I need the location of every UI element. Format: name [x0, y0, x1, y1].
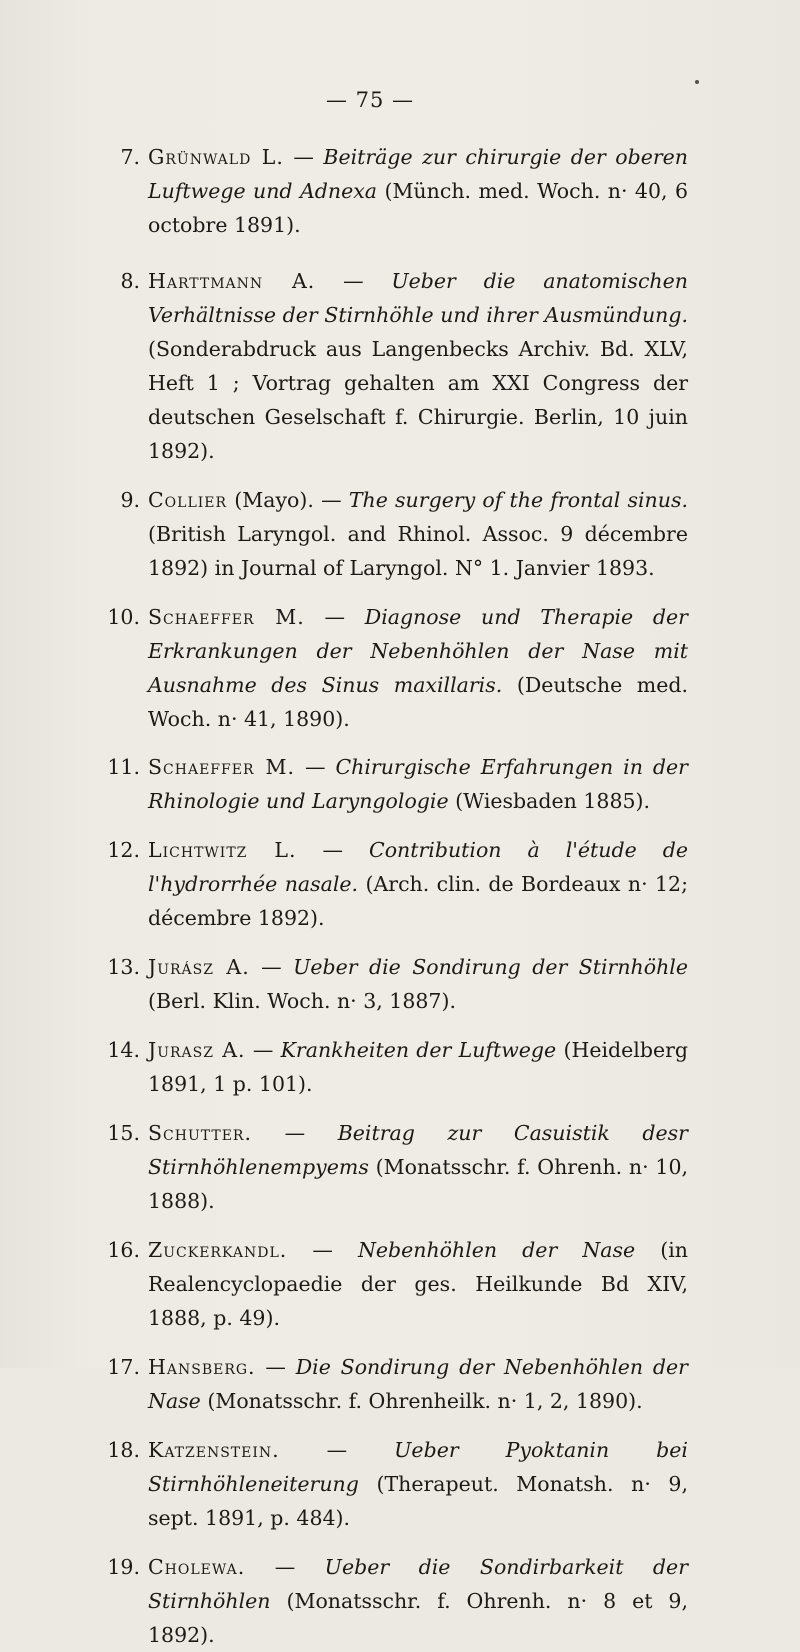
reference-number: 10. [107, 605, 140, 629]
reference-text [148, 600, 688, 736]
reference-source: (Heidelberg 1891, 1 p. 101). [148, 1038, 688, 1096]
reference-item [76, 1116, 688, 1218]
reference-separator: — [249, 955, 294, 979]
reference-item [76, 600, 688, 736]
reference-title: Die Sondirung der Nebenhöhlen der Nase [148, 1355, 688, 1413]
reference-author: Harttmann A. [148, 269, 316, 293]
reference-author: Schaeffer M. [148, 605, 305, 629]
reference-source: (Sonderabdruck aus Langenbecks Archiv. Bd. XLV, Heft 1 ; Vortrag gehalten am XXI Congress der deutschen Geselschaft f. Chirurgie. Berlin, 10 juin 1892). [148, 337, 688, 463]
reference-author: Hansberg. [148, 1355, 256, 1379]
reference-separator: — [283, 145, 324, 169]
reference-item [76, 1233, 688, 1335]
reference-separator: — [251, 1121, 338, 1145]
reference-list [76, 140, 688, 1652]
reference-source: (Arch. clin. de Bordeaux n· 12; décembre 1892). [148, 872, 688, 930]
reference-text [148, 950, 688, 1018]
reference-item [76, 1433, 688, 1535]
reference-author: Schutter. [148, 1121, 252, 1145]
reference-author: Jurasz A. [148, 1038, 246, 1062]
reference-separator: — [287, 1238, 358, 1262]
reference-source: (Monatsschr. f. Ohrenheilk. n· 1, 2, 1890). [200, 1389, 643, 1413]
reference-source: (Therapeut. Monatsh. n· 9, sept. 1891, p. 484). [148, 1472, 688, 1530]
reference-author: Katzenstein. [148, 1438, 280, 1462]
reference-author: Cholewa. [148, 1555, 246, 1579]
page-number: — 75 — [325, 88, 415, 112]
reference-title: Krankheiten der Luftwege [280, 1038, 557, 1062]
reference-number: 15. [107, 1121, 140, 1145]
reference-separator: — [294, 755, 336, 779]
reference-number: 7. [120, 145, 140, 169]
reference-text [148, 833, 688, 935]
reference-source: (in Realencyclopaedie der ges. Heilkunde Bd XIV, 1888, p. 49). [148, 1238, 688, 1330]
reference-item [76, 750, 688, 818]
reference-text [148, 483, 688, 585]
reference-title: Beiträge zur chirurgie der oberen Luftwege und Adnexa [148, 145, 688, 203]
reference-source: (Monatsschr. f. Ohrenh. n· 8 et 9, 1892). [148, 1589, 688, 1647]
reference-item [76, 1033, 688, 1101]
reference-text [148, 1550, 688, 1652]
reference-item [76, 483, 688, 585]
reference-title: Beitrag zur Casuistik desr Stirnhöhlenempyems [148, 1121, 688, 1179]
reference-separator: — [255, 1355, 296, 1379]
reference-separator: — [245, 1555, 325, 1579]
reference-author: Zuckerkandl. [148, 1238, 288, 1262]
reference-author: Collier [148, 488, 228, 512]
reference-item [76, 833, 688, 935]
reference-source: (Berl. Klin. Woch. n· 3, 1887). [148, 989, 456, 1013]
reference-title: Diagnose und Therapie der Erkrankungen der Nebenhöhlen der Nase mit Ausnahme des Sinus maxillaris. [148, 605, 688, 697]
reference-separator: (Mayo). — [227, 488, 349, 512]
reference-title: Ueber Pyoktanin bei Stirnhöhleneiterung [148, 1438, 688, 1496]
reference-text [148, 1033, 688, 1101]
reference-text [148, 264, 688, 468]
reference-title: Contribution à l'étude de l'hydrorrhée nasale. [148, 838, 688, 896]
reference-text [148, 1350, 688, 1418]
reference-number: 12. [107, 838, 140, 862]
reference-separator: — [279, 1438, 395, 1462]
reference-title: Chirurgische Erfahrungen in der Rhinologie und Laryngologie [148, 755, 688, 813]
reference-number: 18. [107, 1438, 140, 1462]
reference-item [76, 264, 688, 468]
reference-number: 14. [107, 1038, 140, 1062]
reference-author: Jurász A. [148, 955, 250, 979]
reference-item [76, 1550, 688, 1652]
reference-number: 11. [107, 755, 140, 779]
reference-author: Grünwald L. [148, 145, 284, 169]
reference-author: Lichtwitz L. [148, 838, 297, 862]
reference-number: 9. [120, 488, 140, 512]
reference-separator: — [304, 605, 365, 629]
reference-author: Schaeffer M. [148, 755, 295, 779]
reference-source: (Monatsschr. f. Ohrenh. n· 10, 1888). [148, 1155, 688, 1213]
reference-title: Nebenhöhlen der Nase [357, 1238, 636, 1262]
reference-title: Ueber die anatomischen Verhältnisse der Stirnhöhle und ihrer Ausmündung. [148, 269, 688, 327]
reference-text [148, 140, 688, 242]
reference-item [76, 1350, 688, 1418]
reference-number: 8. [120, 269, 140, 293]
print-speck [695, 80, 699, 84]
reference-source: (Deutsche med. Woch. n· 41, 1890). [148, 673, 688, 731]
reference-separator: — [315, 269, 392, 293]
reference-title: Ueber die Sondirung der Stirnhöhle [293, 955, 688, 979]
reference-text [148, 1433, 688, 1535]
reference-text [148, 1233, 688, 1335]
reference-separator: — [296, 838, 370, 862]
reference-title: Ueber die Sondirbarkeit der Stirnhöhlen [148, 1555, 688, 1613]
reference-title: The surgery of the frontal sinus. [348, 488, 688, 512]
reference-source: (Wiesbaden 1885). [448, 789, 651, 813]
reference-number: 13. [107, 955, 140, 979]
reference-number: 17. [107, 1355, 140, 1379]
reference-source: (Münch. med. Woch. n· 40, 6 octobre 1891). [148, 179, 688, 237]
reference-item [76, 950, 688, 1018]
reference-number: 19. [107, 1555, 140, 1579]
reference-text [148, 750, 688, 818]
reference-separator: — [245, 1038, 281, 1062]
reference-text [148, 1116, 688, 1218]
reference-source: (British Laryngol. and Rhinol. Assoc. 9 décembre 1892) in Journal of Laryngol. N° 1. Janvier 1893. [148, 522, 688, 580]
reference-item [76, 140, 688, 242]
reference-number: 16. [107, 1238, 140, 1262]
